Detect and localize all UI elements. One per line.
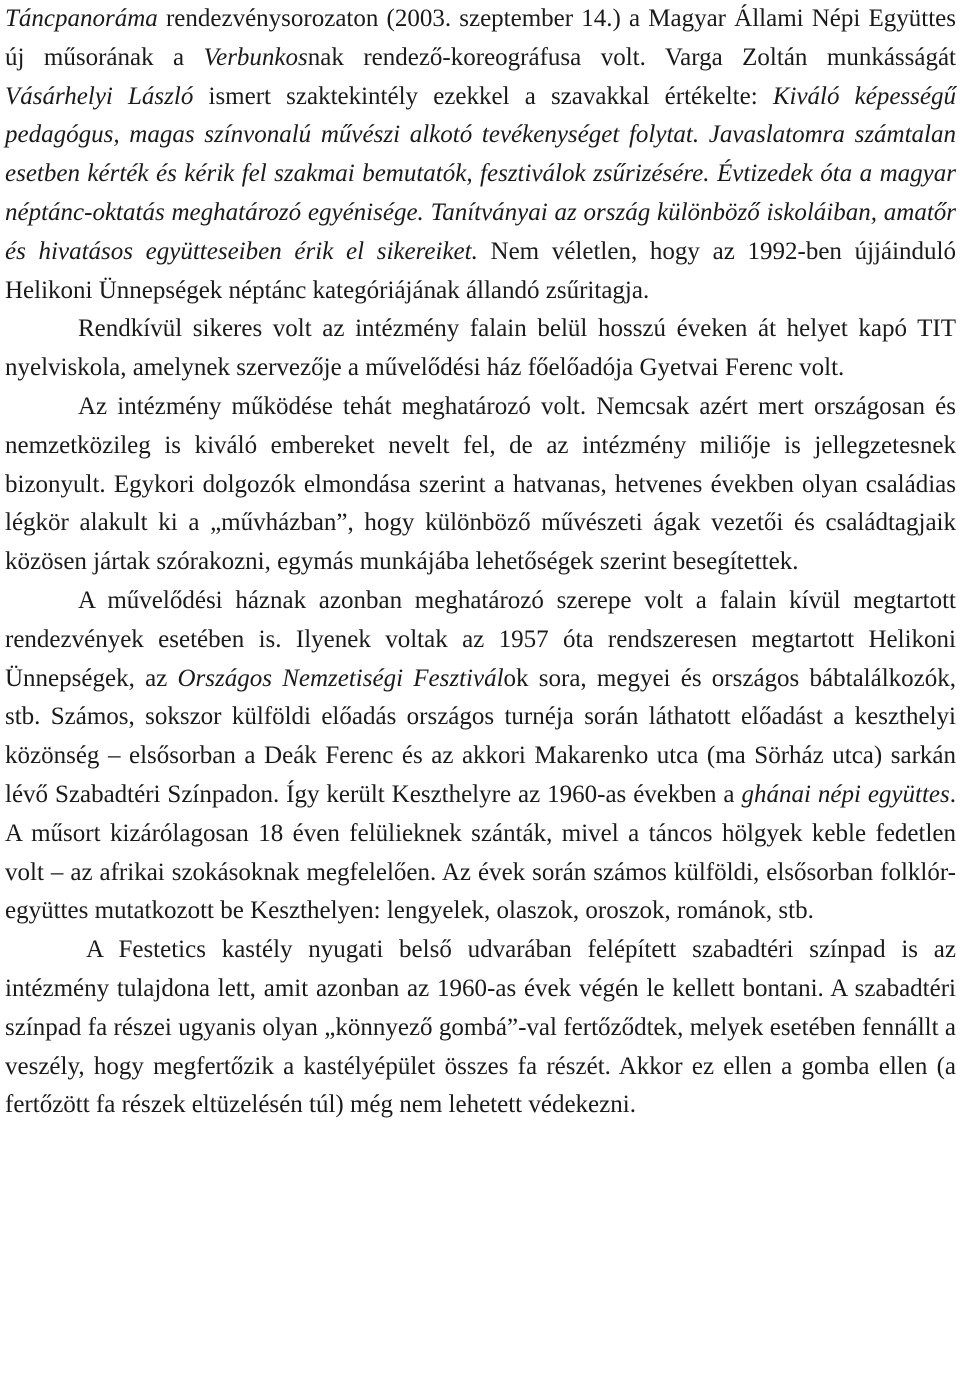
paragraph-2 [5,310,956,388]
paragraph-1 [5,0,956,310]
italic-text-segment: Kiváló képességű pedagógus, magas színvonalú művészi alkotó tevékenységet folytat. Javaslatomra számtalan esetben kérték és kérik fel szakmai bemutatók, fesztiválok zsűrizésére. Évtizedek óta a magyar néptánc-oktatás meghatározó egyénisége. Tanítványai az ország különböző iskoláiban, amatőr és hivatásos együtteseiben érik el sikereiket. [5,82,956,265]
text-segment: ismert szaktekintély ezekkel a szavakkal értékelte: [193,82,773,110]
italic-text-segment: Táncpanoráma [5,5,158,32]
paragraph-3 [5,388,956,582]
document-page [5,0,956,1125]
text-segment: nak rendező-koreográfusa volt. Varga Zoltán munkásságát [307,43,957,71]
text-segment: rendezvénysorozaton (2003. szeptember 14.) a Magyar Állami Népi Együttes új műsorának a [5,5,956,71]
text-segment: Nem véletlen, hogy az 1992-ben újjáinduló Helikoni Ünnepségek néptánc kategóriájának állandó zsűritagja. [5,237,956,304]
text-segment: ok sora, megyei és országos bábtalálkozók, stb. Számos, sokszor külföldi előadás országos turnéja során láthatott előadást a keszthelyi közönség – elsősorban a Deák Ferenc és az akkori Makarenko utca (ma Sörház utca) sarkán lévő Szabadtéri Színpadon. Így került Keszthelyre az 1960-as években a [5,664,956,808]
italic-text-segment: ghánai népi együttes [741,780,950,808]
italic-text-segment: Országos Nemzetiségi Fesztivál [177,664,504,692]
text-segment: Rendkívül sikeres volt az intézmény falain belül hosszú éveken át helyet kapó TIT nyelviskola, amelynek szervezője a művelődési ház főelőadója Gyetvai Ferenc volt. [5,315,956,382]
text-segment: A Festetics kastély nyugati belső udvarában felépített szabadtéri színpad is az intézmény tulajdona lett, amit azonban az 1960-as évek végén le kellett bontani. A szabadtéri színpad fa részei ugyanis olyan „könnyező gombá”-val fertőződtek, melyek esetében fennállt a veszély, hogy megfertőzik a kastélyépület összes fa részét. Akkor ez ellen a gomba ellen (a fertőzött fa részek eltüzelésén túl) még nem lehetett védekezni. [5,936,956,1119]
text-segment: . A műsort kizárólagosan 18 éven felülieknek szánták, mivel a táncos hölgyek keble fedetlen volt – az afrikai szokásoknak megfelelően. Az évek során számos külföldi, elsősorban folklór-együttes mutatkozott be Keszthelyen: lengyelek, olaszok, oroszok, románok, stb. [5,780,956,925]
paragraph-5 [5,931,956,1125]
italic-text-segment: Verbunkos [203,43,308,71]
text-segment: Az intézmény működése tehát meghatározó volt. Nemcsak azért mert országosan és nemzetközileg is kiváló embereket nevelt fel, de az intézmény miliője is jellegzetesnek bizonyult. Egykori dolgozók elmondása szerint a hatvanas, hetvenes években olyan családias légkör alakult ki a „művházban”, hogy különböző művészeti ágak vezetői és családtagjaik közösen jártak szórakozni, egymás munkájába lehetőségek szerint besegítettek. [5,392,956,576]
paragraph-4 [5,582,956,931]
text-segment: A művelődési háznak azonban meghatározó szerepe volt a falain kívül megtartott rendezvények esetében is. Ilyenek voltak az 1957 óta rendszeresen megtartott Helikoni Ünnepségek, az [5,586,956,692]
italic-text-segment: Vásárhelyi László [5,82,194,110]
